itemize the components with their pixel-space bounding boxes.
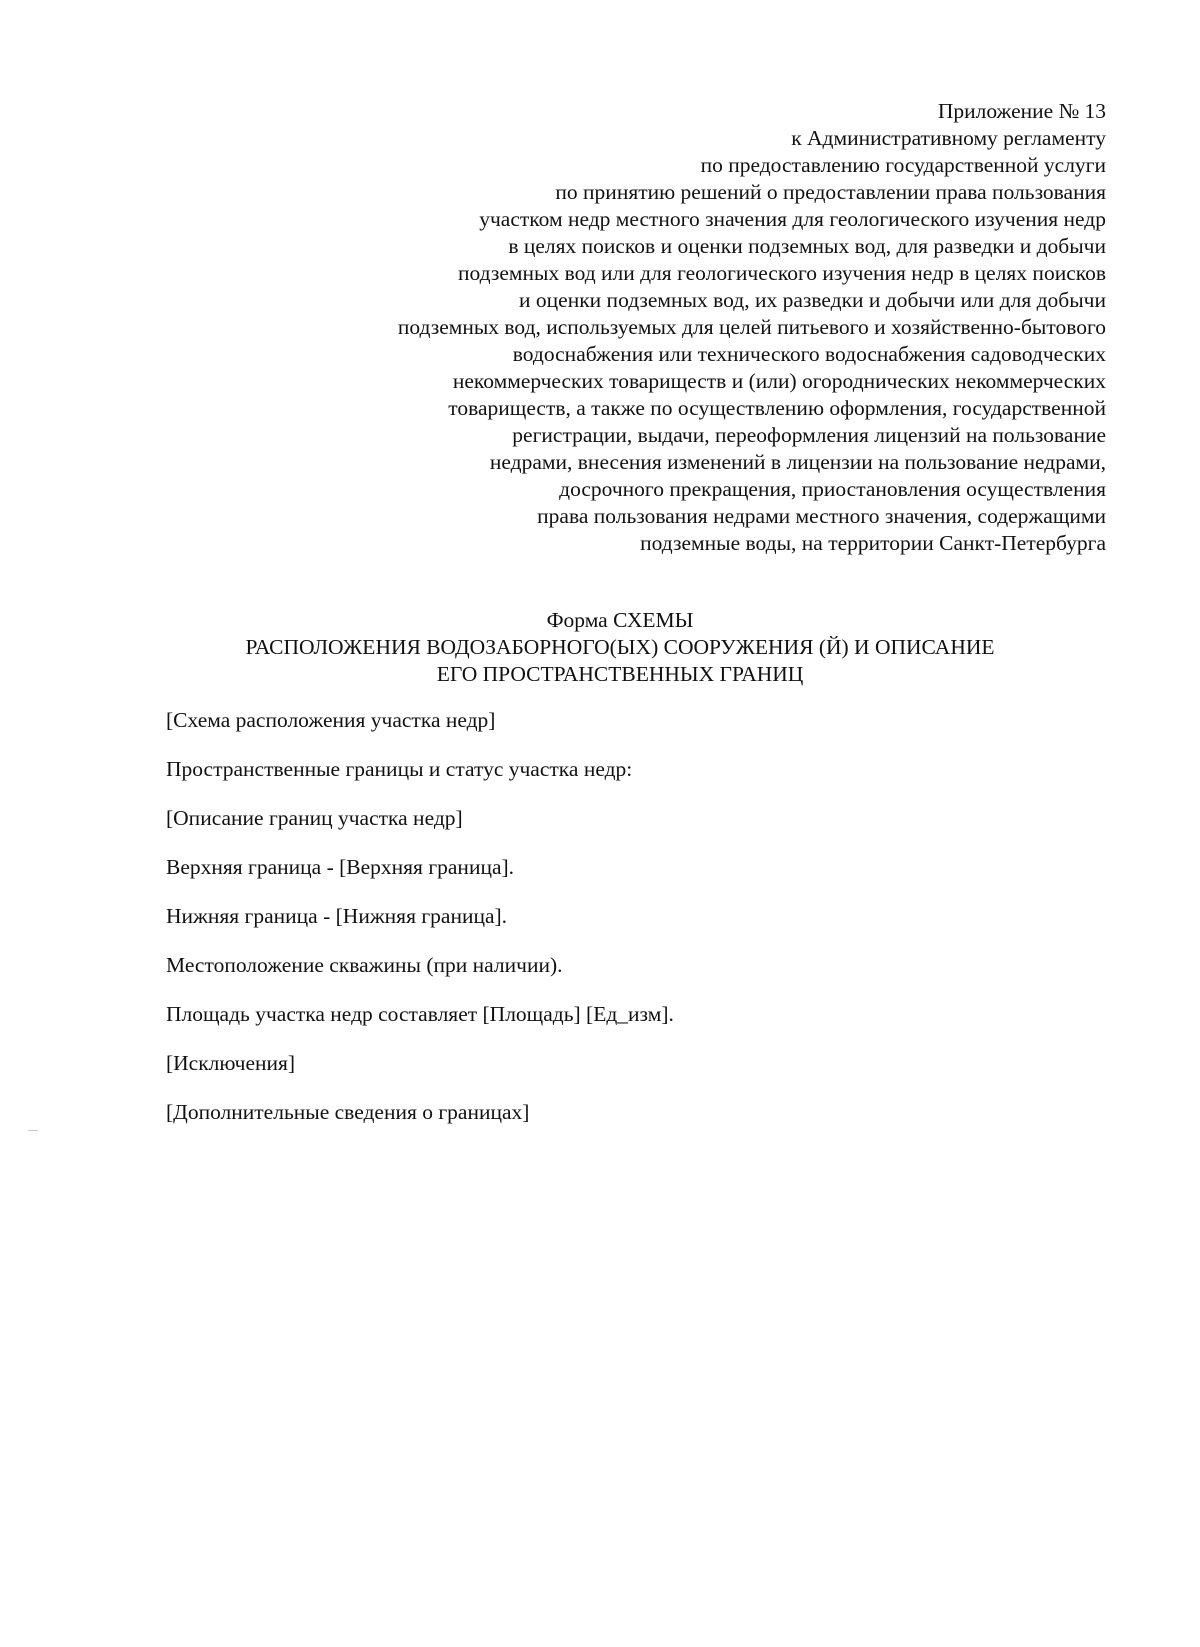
appendix-line: недрами, внесения изменений в лицензии на пользование недрами, (489, 450, 1106, 474)
scan-mark (28, 1130, 38, 1131)
appendix-line: досрочного прекращения, приостановления осуществления (559, 477, 1106, 501)
form-title-line: Форма СХЕМЫ (546, 608, 694, 632)
appendix-line: права пользования недрами местного значения, содержащими (537, 504, 1106, 528)
form-title-line: РАСПОЛОЖЕНИЯ ВОДОЗАБОРНОГО(ЫХ) СООРУЖЕНИЯ (Й) И ОПИСАНИЕ (245, 635, 995, 659)
appendix-line: в целях поисков и оценки подземных вод, для разведки и добычи (508, 234, 1106, 258)
appendix-line: товариществ, а также по осуществлению оформления, государственной (448, 396, 1106, 420)
appendix-line: подземные воды, на территории Санкт-Петербурга (640, 531, 1106, 555)
appendix-line: участком недр местного значения для геологического изучения недр (479, 207, 1106, 231)
scheme-placeholder: [Схема расположения участка недр] (166, 708, 496, 732)
form-title (170, 607, 1070, 688)
appendix-line: по принятию решений о предоставлении права пользования (555, 180, 1106, 204)
upper-boundary: Верхняя граница - [Верхняя граница]. (166, 855, 515, 879)
appendix-line: некоммерческих товариществ и (или) огороднических некоммерческих (452, 369, 1106, 393)
additional-info-placeholder: [Дополнительные сведения о границах] (166, 1100, 530, 1124)
appendix-line: к Административному регламенту (791, 126, 1106, 150)
appendix-line: по предоставлению государственной услуги (700, 153, 1106, 177)
appendix-line: подземных вод или для геологического изучения недр в целях поисков (458, 261, 1106, 285)
form-title-line: ЕГО ПРОСТРАНСТВЕННЫХ ГРАНИЦ (436, 662, 804, 686)
boundaries-description: [Описание границ участка недр] (166, 806, 463, 830)
appendix-line: регистрации, выдачи, переоформления лицензий на пользование (512, 423, 1106, 447)
form-body (166, 707, 1066, 1148)
boundaries-heading: Пространственные границы и статус участка недр: (166, 757, 633, 781)
exceptions-placeholder: [Исключения] (166, 1051, 296, 1075)
appendix-number: Приложение № 13 (937, 99, 1106, 123)
appendix-line: подземных вод, используемых для целей питьевого и хозяйственно-бытового (397, 315, 1106, 339)
area-statement: Площадь участка недр составляет [Площадь] [Ед_изм]. (166, 1002, 674, 1026)
well-location: Местоположение скважины (при наличии). (166, 953, 563, 977)
appendix-header (206, 98, 1106, 557)
lower-boundary: Нижняя граница - [Нижняя граница]. (166, 904, 508, 928)
appendix-line: и оценки подземных вод, их разведки и добычи или для добычи (519, 288, 1106, 312)
appendix-line: водоснабжения или технического водоснабжения садоводческих (512, 342, 1106, 366)
